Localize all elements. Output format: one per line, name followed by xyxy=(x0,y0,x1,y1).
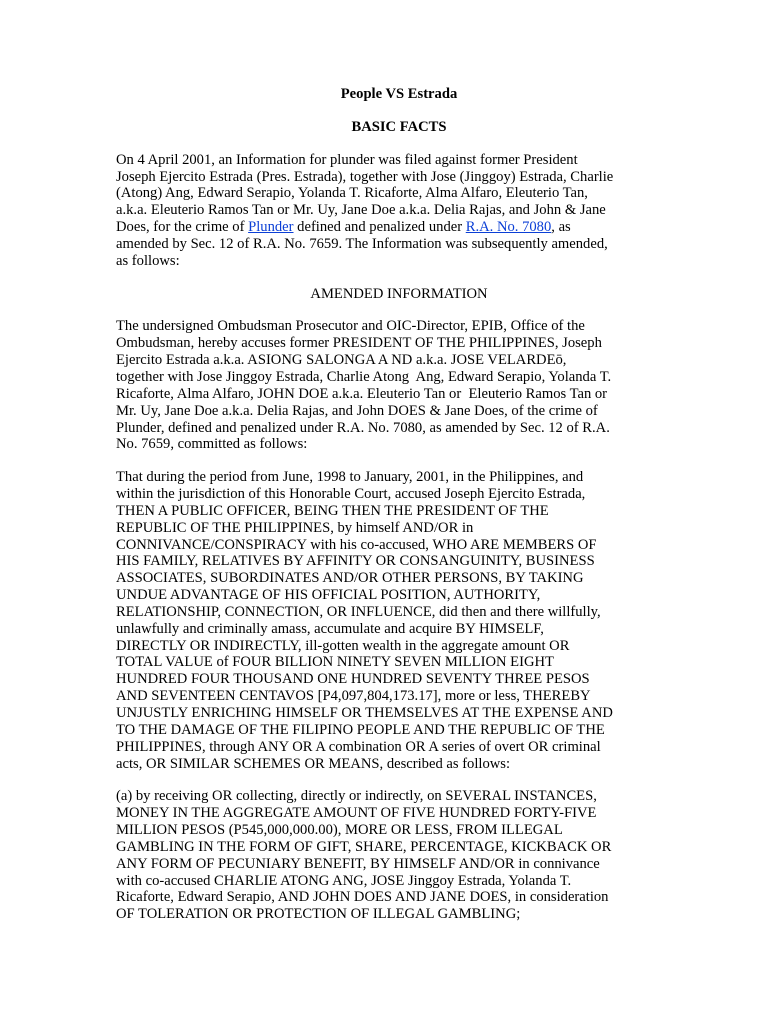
text-line: GAMBLING IN THE FORM OF GIFT, SHARE, PERCENTAGE, KICKBACK OR xyxy=(116,838,612,855)
text-line: ANY FORM OF PECUNIARY BENEFIT, BY HIMSELF AND/OR in connivance xyxy=(116,855,600,872)
ra-7080-link[interactable]: R.A. No. 7080 xyxy=(465,219,552,236)
text-line: (Atong) Ang, Edward Serapio, Yolanda T. Ricaforte, Alma Alfaro, Eleuterio Tan, xyxy=(116,185,588,202)
text-line: Ejercito Estrada a.k.a. ASIONG SALONGA A ND a.k.a. JOSE VELARDEō, xyxy=(116,352,567,369)
text-line: a.k.a. Eleuterio Ramos Tan or Mr. Uy, Jane Doe a.k.a. Delia Rajas, and John & Jane xyxy=(116,202,606,219)
text-line: CONNIVANCE/CONSPIRACY with his co-accused, WHO ARE MEMBERS OF xyxy=(116,536,597,553)
document-title: People VS Estrada xyxy=(340,86,458,102)
paragraph-charges xyxy=(116,469,660,772)
text-line: ASSOCIATES, SUBORDINATES AND/OR OTHER PERSONS, BY TAKING xyxy=(116,570,584,587)
text-line: acts, OR SIMILAR SCHEMES OR MEANS, described as follows: xyxy=(116,755,511,772)
text-line: AND SEVENTEEN CENTAVOS [P4,097,804,173.17], more or less, THEREBY xyxy=(116,688,591,705)
text-line xyxy=(116,219,660,236)
text-fragment: defined and penalized under xyxy=(293,219,466,236)
text-line: within the jurisdiction of this Honorable Court, accused Joseph Ejercito Estrada, xyxy=(116,486,586,503)
text-line: as follows: xyxy=(116,252,180,269)
text-line: HIS FAMILY, RELATIVES BY AFFINITY OR CONSANGUINITY, BUSINESS xyxy=(116,553,595,570)
text-line: Mr. Uy, Jane Doe a.k.a. Delia Rajas, and John DOES & Jane Does, of the crime of xyxy=(116,402,598,419)
text-line: amended by Sec. 12 of R.A. No. 7659. The Information was subsequently amended, xyxy=(116,235,608,252)
text-line: RELATIONSHIP, CONNECTION, OR INFLUENCE, did then and there willfully, xyxy=(116,603,601,620)
plunder-link[interactable]: Plunder xyxy=(248,219,294,236)
document-page xyxy=(116,86,660,923)
text-line: The undersigned Ombudsman Prosecutor and OIC-Director, EPIB, Office of the xyxy=(116,318,585,335)
paragraph-accusation xyxy=(116,318,660,453)
text-line: Ombudsman, hereby accuses former PRESIDENT OF THE PHILIPPINES, Joseph xyxy=(116,335,602,352)
text-line: Ricaforte, Edward Serapio, AND JOHN DOES AND JANE DOES, in consideration xyxy=(116,889,609,906)
text-line: unlawfully and criminally amass, accumulate and acquire BY HIMSELF, xyxy=(116,620,544,637)
text-fragment: Does, for the crime of xyxy=(116,219,249,236)
text-line: (a) by receiving OR collecting, directly or indirectly, on SEVERAL INSTANCES, xyxy=(116,788,597,805)
text-line: That during the period from June, 1998 to January, 2001, in the Philippines, and xyxy=(116,469,584,486)
text-line: together with Jose Jinggoy Estrada, Charlie Atong Ang, Edward Serapio, Yolanda T. xyxy=(116,368,612,385)
text-line: PHILIPPINES, through ANY OR A combination OR A series of overt OR criminal xyxy=(116,738,601,755)
text-line: Joseph Ejercito Estrada (Pres. Estrada), together with Jose (Jinggoy) Estrada, Charlie xyxy=(116,168,614,185)
text-line: UNDUE ADVANTAGE OF HIS OFFICIAL POSITION, AUTHORITY, xyxy=(116,587,541,604)
text-line: DIRECTLY OR INDIRECTLY, ill-gotten wealth in the aggregate amount OR xyxy=(116,637,570,654)
text-line: with co-accused CHARLIE ATONG ANG, JOSE Jinggoy Estrada, Yolanda T. xyxy=(116,872,572,889)
text-line: TOTAL VALUE of FOUR BILLION NINETY SEVEN MILLION EIGHT xyxy=(116,654,554,671)
text-line: MONEY IN THE AGGREGATE AMOUNT OF FIVE HUNDRED FORTY-FIVE xyxy=(116,805,597,822)
text-line: On 4 April 2001, an Information for plunder was filed against former President xyxy=(116,151,578,168)
paragraph-item-a xyxy=(116,788,660,923)
section-heading-basic-facts: BASIC FACTS xyxy=(351,118,447,135)
text-line: THEN A PUBLIC OFFICER, BEING THEN THE PRESIDENT OF THE xyxy=(116,502,549,519)
text-line: Ricaforte, Alma Alfaro, JOHN DOE a.k.a. Eleuterio Tan or Eleuterio Ramos Tan or xyxy=(116,385,608,402)
text-line: OF TOLERATION OR PROTECTION OF ILLEGAL GAMBLING; xyxy=(116,906,521,923)
text-line: REPUBLIC OF THE PHILIPPINES, by himself AND/OR in xyxy=(116,519,474,536)
paragraph-basic-facts xyxy=(116,152,660,270)
text-line: UNJUSTLY ENRICHING HIMSELF OR THEMSELVES AT THE EXPENSE AND xyxy=(116,705,613,721)
text-fragment: , as xyxy=(551,219,571,236)
text-line: No. 7659, committed as follows: xyxy=(116,436,308,453)
text-line: HUNDRED FOUR THOUSAND ONE HUNDRED SEVENTY THREE PESOS xyxy=(116,671,590,688)
text-line: Plunder, defined and penalized under R.A. No. 7080, as amended by Sec. 12 of R.A. xyxy=(116,419,610,436)
section-heading-amended-information: AMENDED INFORMATION xyxy=(310,285,488,302)
text-line: MILLION PESOS (P545,000,000.00), MORE OR LESS, FROM ILLEGAL xyxy=(116,822,563,839)
text-line: TO THE DAMAGE OF THE FILIPINO PEOPLE AND THE REPUBLIC OF THE xyxy=(116,721,605,738)
